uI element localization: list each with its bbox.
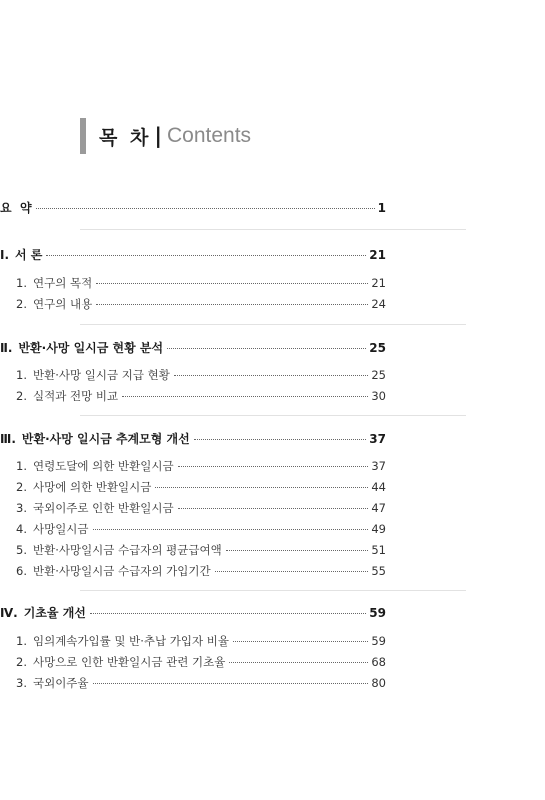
toc-item-row[interactable] [0, 542, 386, 558]
toc-page-number: 47 [371, 501, 386, 515]
section-divider [80, 590, 466, 591]
toc-item-number: 2. [16, 297, 27, 311]
toc-leader-dots [93, 529, 369, 530]
toc-entry-title: 반환·사망 일시금 현황 분석 [18, 341, 164, 355]
toc-page-number: 59 [371, 634, 386, 648]
toc-item-number: 4. [16, 522, 27, 536]
header-accent-bar [80, 118, 86, 154]
toc-item-number: 1. [16, 368, 27, 382]
section-divider [80, 415, 466, 416]
toc-item-number: 1. [16, 634, 27, 648]
toc-page-number: 1 [377, 201, 386, 215]
header-title-korean: 목 차 [99, 126, 152, 149]
header-separator: | [154, 124, 162, 148]
toc-item-row[interactable] [0, 275, 386, 291]
toc-item-number: 6. [16, 564, 27, 578]
toc-page-number: 80 [371, 676, 386, 690]
toc-leader-dots [178, 466, 369, 467]
toc-page-number: 21 [369, 248, 386, 262]
toc-item-number: 1. [16, 459, 27, 473]
toc-entry-title: 사망으로 인한 반환일시금 관련 기초율 [32, 655, 226, 669]
toc-summary-row[interactable] [0, 199, 386, 216]
toc-page-number: 37 [371, 459, 386, 473]
toc-entry-title: 반환·사망 일시금 추계모형 개선 [21, 432, 190, 446]
toc-leader-dots [96, 283, 368, 284]
toc-page-number: 30 [371, 389, 386, 403]
toc-section-row[interactable] [0, 430, 386, 447]
toc-item-row[interactable] [0, 388, 386, 404]
toc-page-number: 55 [371, 564, 386, 578]
toc-leader-dots [226, 550, 369, 551]
toc-page-number: 59 [369, 606, 386, 620]
toc-page-number: 25 [369, 341, 386, 355]
toc-entry-title: 연령도달에 의한 반환일시금 [32, 459, 174, 473]
toc-item-row[interactable] [0, 479, 386, 495]
toc-item-row[interactable] [0, 367, 386, 383]
toc-entry-title: 사망에 의한 반환일시금 [32, 480, 152, 494]
toc-entry-title: 반환·사망일시금 수급자의 가입기간 [32, 564, 211, 578]
toc-leader-dots [93, 683, 369, 684]
toc-section-number: Ⅲ. [0, 432, 16, 446]
toc-item-number: 1. [16, 276, 27, 290]
toc-page-number: 37 [369, 432, 386, 446]
toc-leader-dots [36, 208, 375, 209]
toc-entry-title: 서 론 [15, 248, 43, 262]
toc-item-number: 3. [16, 501, 27, 515]
toc-entry-title: 반환·사망 일시금 지급 현황 [32, 368, 170, 382]
toc-section-number: Ⅱ. [0, 341, 13, 355]
toc-entry-title: 사망일시금 [32, 522, 89, 536]
section-divider [80, 229, 466, 230]
toc-page-number: 25 [371, 368, 386, 382]
toc-entry-title: 요 약 [0, 201, 32, 215]
toc-item-row[interactable] [0, 296, 386, 312]
toc-item-row[interactable] [0, 675, 386, 691]
toc-leader-dots [155, 487, 368, 488]
toc-leader-dots [194, 439, 367, 440]
toc-entry-title: 국외이주율 [32, 676, 89, 690]
toc-page-number: 51 [371, 543, 386, 557]
toc-page-number: 24 [371, 297, 386, 311]
toc-item-row[interactable] [0, 458, 386, 474]
toc-leader-dots [122, 396, 368, 397]
toc-entry-title: 실적과 전망 비교 [32, 389, 119, 403]
toc-section-number: Ⅰ. [0, 248, 10, 262]
toc-leader-dots [233, 641, 368, 642]
toc-item-number: 2. [16, 655, 27, 669]
toc-item-number: 5. [16, 543, 27, 557]
toc-item-number: 3. [16, 676, 27, 690]
toc-page-number: 68 [371, 655, 386, 669]
toc-section-row[interactable] [0, 339, 386, 356]
header-title-english: Contents [167, 124, 252, 147]
toc-leader-dots [215, 571, 369, 572]
toc-leader-dots [90, 613, 366, 614]
toc-item-row[interactable] [0, 500, 386, 516]
toc-item-row[interactable] [0, 654, 386, 670]
toc-leader-dots [174, 375, 369, 376]
toc-leader-dots [46, 255, 366, 256]
toc-page-number: 49 [371, 522, 386, 536]
toc-section-number: Ⅳ. [0, 606, 18, 620]
toc-entry-title: 임의계속가입률 및 반·추납 가입자 비율 [32, 634, 230, 648]
toc-leader-dots [96, 304, 368, 305]
toc-leader-dots [229, 662, 368, 663]
toc-section-row[interactable] [0, 604, 386, 621]
toc-item-row[interactable] [0, 633, 386, 649]
toc-section-row[interactable] [0, 246, 386, 263]
section-divider [80, 324, 466, 325]
toc-page-number: 21 [371, 276, 386, 290]
page-header [80, 118, 251, 154]
toc-entry-title: 연구의 목적 [32, 276, 93, 290]
toc-leader-dots [178, 508, 369, 509]
toc-item-row[interactable] [0, 521, 386, 537]
toc-leader-dots [167, 348, 366, 349]
toc-entry-title: 국외이주로 인한 반환일시금 [32, 501, 174, 515]
toc-entry-title: 연구의 내용 [32, 297, 93, 311]
toc-item-number: 2. [16, 480, 27, 494]
toc-item-number: 2. [16, 389, 27, 403]
toc-entry-title: 반환·사망일시금 수급자의 평균급여액 [32, 543, 222, 557]
toc-page-number: 44 [371, 480, 386, 494]
toc-entry-title: 기초율 개선 [23, 606, 86, 620]
toc-item-row[interactable] [0, 563, 386, 579]
